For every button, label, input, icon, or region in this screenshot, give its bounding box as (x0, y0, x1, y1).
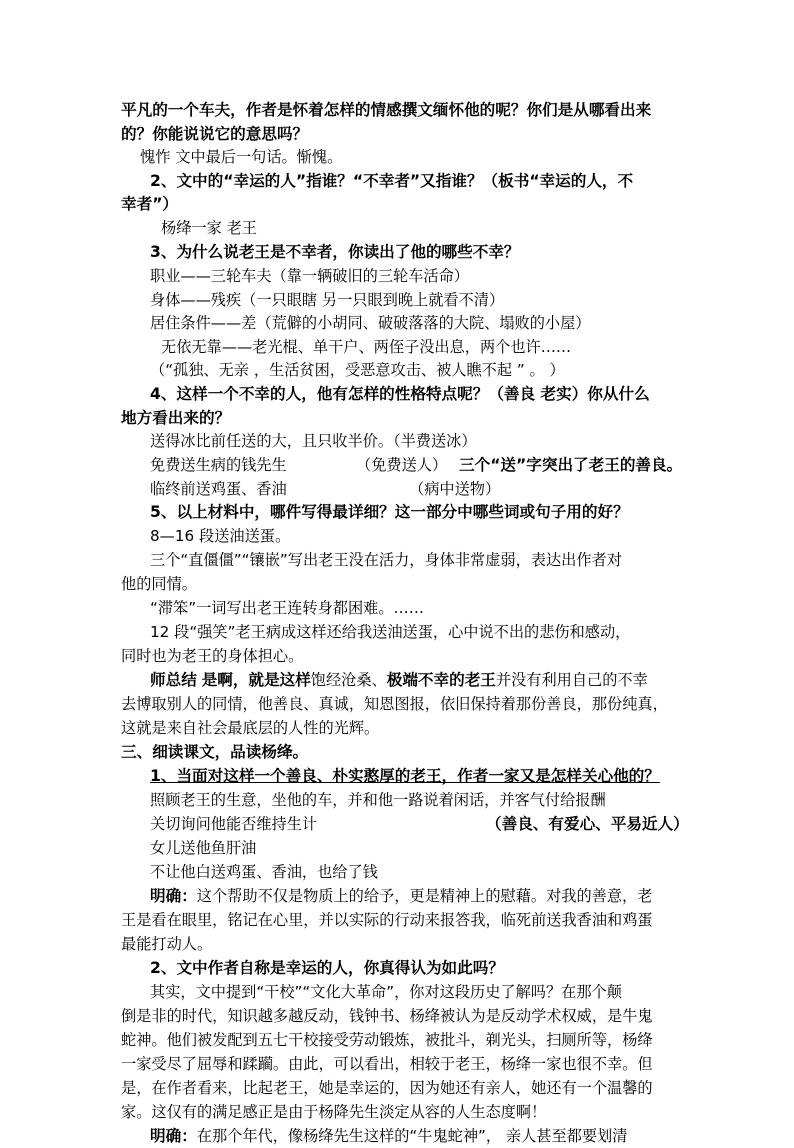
text-line: 12 段“强笑”老王病成这样还给我送油送蛋，心中说不出的悲伤和感动， (150, 623, 631, 641)
text-line: 地方看出来的？ (121, 409, 231, 427)
answer-label: 明确： (150, 887, 197, 905)
question-1-underlined: 1、当面对这样一个善良、朴实憨厚的老王，作者一家又是怎样关心他的？ (150, 767, 660, 785)
answer-line (150, 1124, 627, 1148)
text-span: 极端不幸的老王 (386, 671, 496, 689)
text-span: 并没有利用自己的不幸 (495, 671, 648, 689)
trait-summary: （善良、有爱心、平易近人） (486, 815, 689, 833)
summary-label: 师总结 (150, 671, 197, 689)
text-line: （“孤独、无亲 ，生活贫困，受恶意攻击、被人瞧不起 ” 。 ） (150, 361, 565, 379)
text-line: 家。这仅有的满足感正是由于杨降先生淡定从容的人生态度啊！ (121, 1103, 547, 1121)
text-line: 一家受尽了屈辱和蹂躏。由此，可以看出，相较于老王，杨绛一家也很不幸。但 (121, 1055, 653, 1073)
section-heading-3: 三、细读课文，品读杨绛。 (121, 743, 309, 761)
question-4: 4、这样一个不幸的人，他有怎样的性格特点呢？（善良 老实）你从什么 (150, 385, 650, 403)
text-span: 在那个年代，像杨绛先生这样的“牛鬼蛇神”， 亲人甚至都要划清 (196, 1127, 628, 1145)
text-line: 照顾老王的生意，坐他的车，并和他一路说着闲话，并客气付给报酬 (150, 791, 606, 809)
text-span: 饱经沧桑、 (310, 671, 387, 689)
question-2: 2、文中的“幸运的人”指谁？“不幸者”又指谁？（板书“幸运的人，不 (150, 172, 634, 190)
teacher-summary (150, 668, 648, 692)
answer-label: 明确： (150, 1127, 197, 1145)
question-2b: 2、文中作者自称是幸运的人，你真得认为如此吗？ (150, 959, 504, 977)
text-line: 不让他白送鸡蛋、香油，也给了钱 (150, 863, 378, 881)
text-line: 女儿送他鱼肝油 (150, 839, 257, 857)
text-line: 蛇神。他们被发配到五七干校接受劳动锻炼，被批斗，剃光头，扫厕所等，杨绛 (121, 1031, 653, 1049)
answer-line (150, 884, 652, 908)
text-line: “滞笨”一词写出老王连转身都困难。…… (150, 599, 424, 617)
text-line: 倒是非的时代，知识越多越反动，钱钟书、杨绛被认为是反动学术权威，是牛鬼 (121, 1007, 653, 1025)
text-line: 这就是来自社会最底层的人性的光辉。 (121, 719, 380, 737)
text-line: 职业——三轮车夫（靠一辆破旧的三轮车活命） (150, 267, 469, 285)
text-line: 杨绛一家 老王 (161, 219, 257, 237)
text-span: 是啊，就是这样 (201, 671, 311, 689)
text-line: 无依无靠——老光棍、单干户、两侄子没出息，两个也许…… (161, 338, 572, 356)
text-line: 最能打动人。 (121, 935, 213, 953)
text-line: 身体——残疾（一只眼瞎 另一只眼到晚上就看不清） (150, 291, 505, 309)
question-3: 3、为什么说老王是不幸者，你读出了他的哪些不幸？ (150, 243, 520, 261)
text-line: 其实，文中提到“干校”“文化大革命”，你对这段历史了解吗？在那个颠 (150, 983, 622, 1001)
text-line: 三个“直僵僵”“镶嵌”写出老王没在活力，身体非常虚弱，表达出作者对 (150, 551, 622, 569)
text-line: 关切询问他能否维持生计 (150, 815, 318, 833)
text-line: 居住条件——差（荒僻的小胡同、破破落落的大院、塌败的小屋） (150, 314, 591, 332)
text-line: 免费送生病的钱先生 (150, 456, 287, 474)
text-line: 同时也为老王的身体担心。 (121, 647, 304, 665)
text-line: 临终前送鸡蛋、香油 (150, 480, 287, 498)
text-line: （免费送人） (356, 456, 448, 474)
text-line: 去博取别人的同情，他善良、真诚，知恩图报，依旧保持着那份善良，那份纯真， (121, 695, 668, 713)
text-line: 是，在作者看来，比起老王，她是幸运的，因为她还有亲人，她还有一个温馨的 (121, 1079, 653, 1097)
highlight-conclusion: 三个“送”字突出了老王的善良。 (459, 456, 683, 474)
text-line: （病中送物） (409, 480, 501, 498)
text-line: 8—16 段送油送蛋。 (150, 527, 291, 545)
text-line: 愧怍 文中最后一句话。惭愧。 (140, 148, 343, 166)
text-line: 王是看在眼里，铭记在心里，并以实际的行动来报答我，临死前送我香油和鸡蛋 (121, 911, 653, 929)
text-span: 这个帮助不仅是物质上的给予，更是精神上的慰藉。对我的善意，老 (196, 887, 653, 905)
text-line: 送得冰比前任送的大，且只收半价。（半费送冰） (150, 432, 477, 450)
text-line: 他的同情。 (121, 575, 197, 593)
question-5: 5、以上材料中，哪件写得最详细？这一部分中哪些词或句子用的好？ (150, 503, 629, 521)
text-line: 平凡的一个车夫，作者是怀着怎样的情感撰文缅怀他的呢？你们是从哪看出来 (121, 101, 652, 119)
text-line: 幸者”） (121, 195, 179, 213)
text-line: 的？你能说说它的意思吗？ (121, 125, 309, 143)
